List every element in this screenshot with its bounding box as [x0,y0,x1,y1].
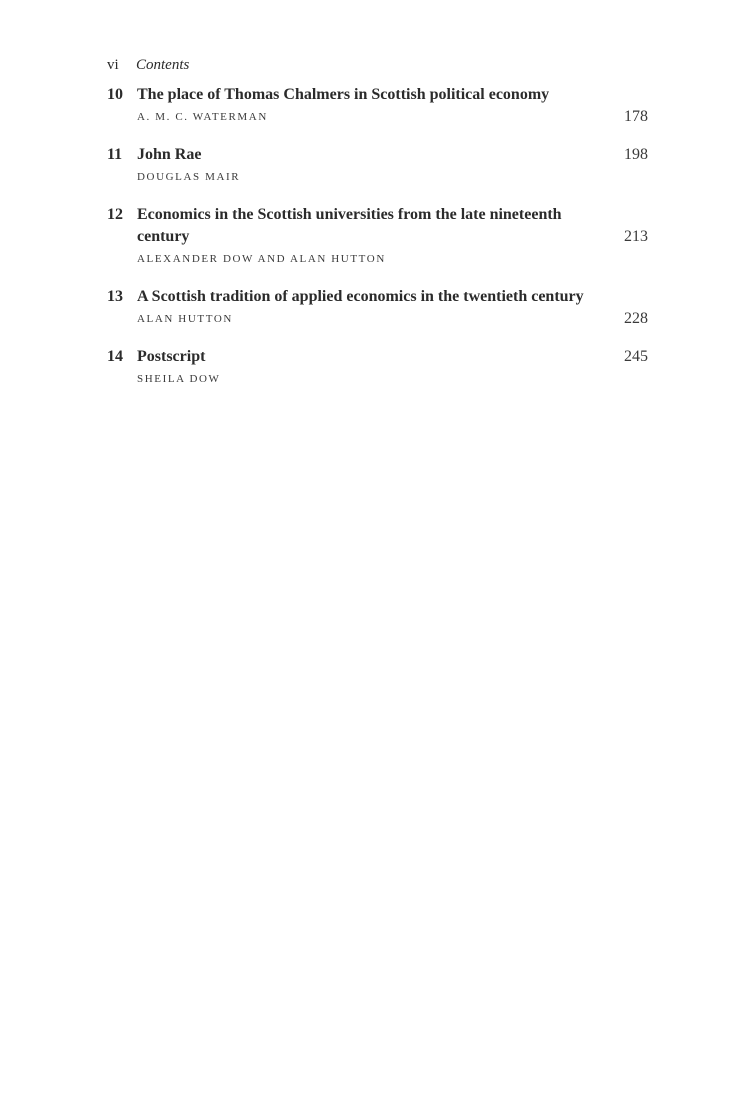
chapter-title: Postscript [137,348,206,365]
chapter-author: ALAN HUTTON [137,313,233,325]
toc-entry-body [137,204,588,267]
page-number: 198 [624,146,648,163]
chapter-title: The place of Thomas Chalmers in Scottish political economy [137,86,550,103]
running-head-title: Contents [136,57,190,73]
toc-entry[interactable] [107,204,648,267]
toc-entry-body [137,346,588,387]
chapter-author: DOUGLAS MAIR [137,171,241,183]
toc-entry-body [137,144,588,185]
page-number: 228 [624,310,648,327]
page-number: 213 [624,228,648,245]
toc-list [107,84,648,406]
chapter-author: A. M. C. WATERMAN [137,111,268,123]
page-folio: vi [107,57,119,73]
chapter-number: 10 [107,86,123,103]
toc-entry[interactable] [107,346,648,387]
toc-entry[interactable] [107,84,648,125]
chapter-number: 12 [107,206,123,223]
chapter-title: A Scottish tradition of applied economics in the twentieth century [137,288,584,305]
chapter-number: 14 [107,348,123,365]
toc-entry[interactable] [107,144,648,185]
running-head [107,55,189,75]
page-number: 178 [624,108,648,125]
chapter-author: ALEXANDER DOW AND ALAN HUTTON [137,253,386,265]
chapter-title: Economics in the Scottish universities from the late nineteenth century [137,206,562,245]
page-number: 245 [624,348,648,365]
chapter-author: SHEILA DOW [137,373,221,385]
chapter-number: 11 [107,146,123,163]
toc-entry-body [137,286,588,327]
chapter-number: 13 [107,288,123,305]
toc-entry-body [137,84,588,125]
chapter-title: John Rae [137,146,202,163]
toc-entry[interactable] [107,286,648,327]
